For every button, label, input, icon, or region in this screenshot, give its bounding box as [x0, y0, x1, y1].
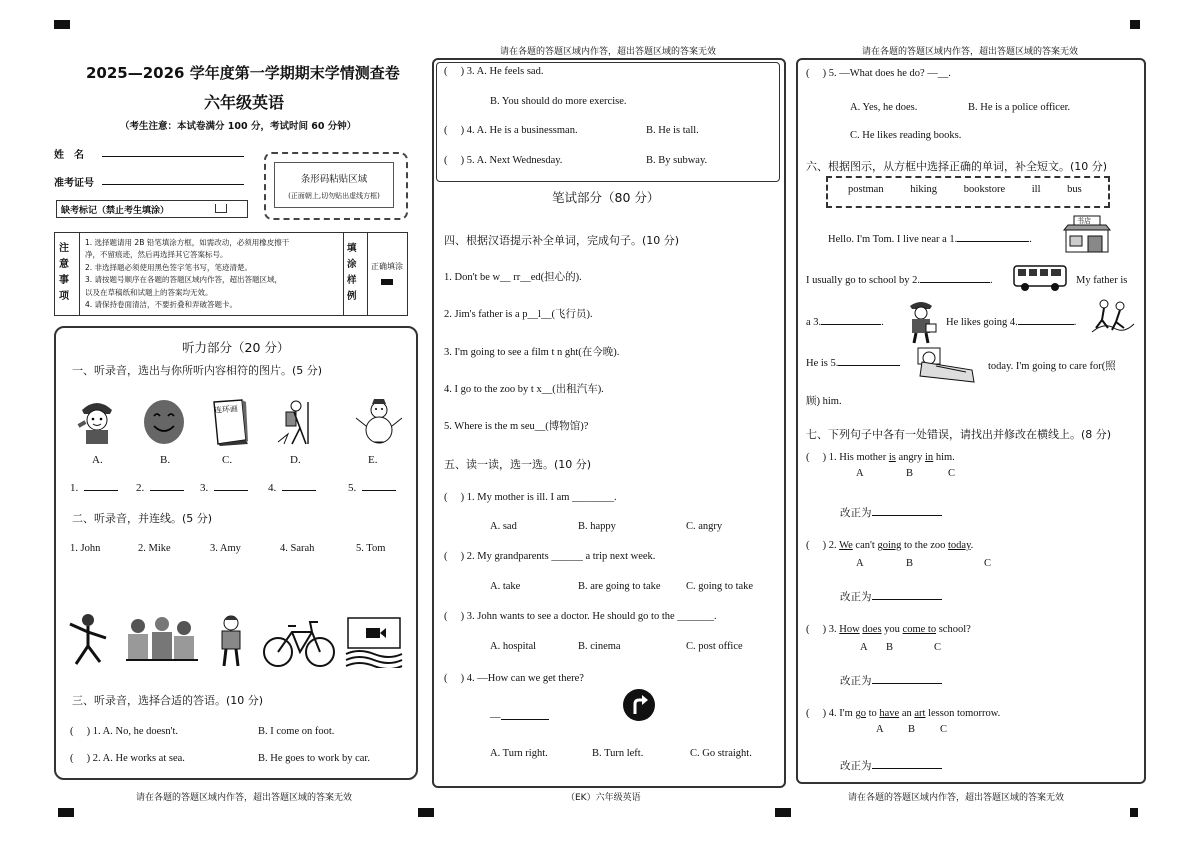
- footer-notice: 请在各题的答题区域内作答，超出答题区域的答案无效: [848, 793, 1065, 803]
- registration-mark: [54, 20, 70, 29]
- registration-mark: [1130, 20, 1140, 29]
- correction-line[interactable]: 改正为: [840, 589, 942, 604]
- option-c: C. post office: [686, 641, 743, 652]
- barcode-note: (正面朝上,切勿贴出虚线方框): [288, 192, 380, 200]
- part7-title: 七、下列句子中各有一处错误，请找出并修改在横线上。(8 分): [806, 428, 1112, 441]
- correct-fill-sample: [381, 279, 393, 285]
- passage-line[interactable]: He is 5.: [806, 358, 900, 369]
- error-letter: A: [860, 642, 868, 653]
- part5-question[interactable]: ( ) 1. My mother is ill. I am ________.: [444, 492, 617, 503]
- word-box-item: postman: [848, 184, 884, 195]
- picture-letter: D.: [290, 454, 301, 466]
- bookstore-sign: 书店: [1077, 217, 1091, 225]
- part3-title: 三、听录音，选择合适的答语。(10 分): [72, 694, 264, 707]
- hiking-icon: [1090, 298, 1136, 334]
- error-letter: B: [908, 724, 916, 735]
- listening-q5-right[interactable]: ( ) 5. —What does he do? —__.: [806, 68, 951, 79]
- listening-q4-b: B. He is tall.: [646, 125, 699, 136]
- absent-checkbox[interactable]: [215, 204, 227, 213]
- passage-line: 顾) him.: [806, 396, 842, 407]
- option-a: A. Turn right.: [490, 748, 548, 759]
- family-icon: [122, 614, 202, 668]
- footer-subject: （EK）六年级英语: [566, 793, 641, 803]
- answer-slot[interactable]: 5.: [348, 482, 396, 494]
- part1-title: 一、听录音，选出与你所听内容相符的图片。(5 分): [72, 364, 323, 377]
- exam-title: 2025—2026 学年度第一学期期末学情测查卷: [86, 64, 400, 82]
- picture-letter: B.: [160, 454, 171, 466]
- error-letter: A: [856, 468, 864, 479]
- bicycle-icon: [262, 614, 336, 668]
- part4-item[interactable]: 4. I go to the zoo by t x__(出租汽车).: [444, 384, 604, 395]
- option-c: C. going to take: [686, 581, 754, 592]
- correct-fill-label: 正确填涂: [371, 262, 403, 271]
- error-item[interactable]: ( ) 2. We can't going to the zoo today.: [806, 540, 974, 551]
- part5-question[interactable]: ( ) 2. My grandparents ______ a trip next week.: [444, 551, 656, 562]
- exam-subtitle: 六年级英语: [204, 93, 285, 112]
- error-letter: B: [906, 468, 914, 479]
- answer-slot[interactable]: 4.: [268, 482, 316, 494]
- option-b: B. Turn left.: [592, 748, 644, 759]
- error-item[interactable]: ( ) 4. I'm go to have an art lesson tomorrow.: [806, 708, 1001, 719]
- bus-icon: [1012, 264, 1068, 292]
- hiking-person-icon: [274, 398, 322, 446]
- header-notice: 请在各题的答题区域内作答，超出答题区域的答案无效: [500, 47, 717, 57]
- passage-line[interactable]: Hello. I'm Tom. I live near a 1. .: [828, 234, 1032, 245]
- passage-line[interactable]: I usually go to school by 2. .: [806, 275, 993, 286]
- cinema-icon: [344, 616, 404, 668]
- listening-q3[interactable]: ( ) 3. A. He feels sad.: [444, 66, 544, 77]
- error-letter: B: [886, 642, 894, 653]
- option-b: B. He is a police officer.: [968, 102, 1071, 113]
- option-c: C. angry: [686, 521, 723, 532]
- correction-line[interactable]: 改正为: [840, 673, 942, 688]
- absent-mark-label: 缺考标记（禁止考生填涂）: [61, 206, 170, 216]
- part4-item[interactable]: 1. Don't be w__ rr__ed(担心的).: [444, 272, 582, 283]
- part4-item[interactable]: 5. Where is the m seu__(博物馆)?: [444, 421, 589, 432]
- exam-number-field[interactable]: [102, 184, 244, 185]
- barcode-title: 条形码粘贴区域: [300, 174, 368, 185]
- listening-title: 听力部分（20 分）: [182, 340, 290, 355]
- error-letter: C: [948, 468, 956, 479]
- snowman-icon: [354, 396, 404, 446]
- option-a: A. Yes, he does.: [850, 102, 918, 113]
- error-letter: B: [906, 558, 914, 569]
- listening-q5[interactable]: ( ) 5. A. Next Wednesday.: [444, 155, 563, 166]
- registration-mark: [58, 808, 74, 817]
- option-a: A. hospital: [490, 641, 537, 652]
- name-field[interactable]: [102, 156, 244, 157]
- answer-slot[interactable]: 1.: [70, 482, 118, 494]
- turn-right-sign-icon: [622, 688, 656, 722]
- smiley-face-icon: [142, 398, 186, 446]
- picture-letter: E.: [368, 454, 378, 466]
- part4-item[interactable]: 3. I'm going to see a film t n ght(在今晚).: [444, 347, 620, 358]
- error-letter: C: [984, 558, 992, 569]
- passage-line: My father is: [1076, 275, 1128, 286]
- option-b: B. are going to take: [578, 581, 661, 592]
- option-c: C. He likes reading books.: [850, 130, 962, 141]
- match-name: 4. Sarah: [280, 543, 315, 554]
- picture-letter: C.: [222, 454, 233, 466]
- option-a: A. sad: [490, 521, 517, 532]
- correction-line[interactable]: 改正为: [840, 505, 942, 520]
- comic-book-text: 连环画: [213, 404, 239, 415]
- part3-item[interactable]: ( ) 1. A. No, he doesn't.: [70, 726, 179, 737]
- part3-option-b: B. He goes to work by car.: [258, 753, 370, 764]
- notice-label: 注意事项: [59, 243, 69, 302]
- match-name: 5. Tom: [356, 543, 386, 554]
- notice-lines: 1. 选择题请用 2B 铅笔填涂方框，如需改动，必须用橡皮擦干 净，不留痕迹，然后再选择其它答案标号。 2. 非选择题必须使用黑色签字笔书写，笔迹清楚。 3. 请按题号顺序在各题的答题区域内作答，超出答题区域， 以及在草稿纸和试题上的答案均无效。 4. 请保持卷面清洁，不要折叠和弄破答题卡。: [85, 238, 290, 310]
- word-box-item: hiking: [910, 184, 938, 195]
- option-a: A. take: [490, 581, 521, 592]
- word-box-item: bookstore: [963, 184, 1006, 195]
- absent-mark-box: [56, 200, 248, 218]
- error-letter: C: [940, 724, 948, 735]
- picture-letter: A.: [92, 454, 103, 466]
- footer-notice: 请在各题的答题区域内作答，超出答题区域的答案无效: [136, 793, 353, 803]
- part3-item[interactable]: ( ) 2. A. He works at sea.: [70, 753, 185, 764]
- listening-q5-b: B. By subway.: [646, 155, 708, 166]
- option-b: B. happy: [578, 521, 616, 532]
- registration-mark: [1130, 808, 1138, 817]
- option-c: C. Go straight.: [690, 748, 752, 759]
- police-officer-icon: [74, 396, 120, 446]
- part5-title: 五、读一读，选一选。(10 分): [444, 458, 592, 471]
- name-label: 姓 名: [54, 150, 84, 161]
- match-name: 3. Amy: [210, 543, 241, 554]
- part2-title: 二、听录音，并连线。(5 分): [72, 512, 213, 525]
- option-b: B. cinema: [578, 641, 621, 652]
- match-name: 1. John: [70, 543, 101, 554]
- fill-example-label: 填涂样例: [347, 243, 357, 302]
- exam-note: （考生注意：本试卷满分 100 分，考试时间 60 分钟）: [120, 121, 357, 132]
- passage-line[interactable]: He likes going 4. .: [946, 317, 1077, 328]
- part5-question[interactable]: ( ) 3. John wants to see a doctor. He should go to the _______.: [444, 611, 717, 622]
- written-title: 笔试部分（80 分）: [552, 190, 660, 205]
- error-item[interactable]: ( ) 3. How does you come to school?: [806, 624, 971, 635]
- error-letter: A: [876, 724, 884, 735]
- answer-slot[interactable]: 3.: [200, 482, 248, 494]
- postman-icon: [904, 298, 938, 344]
- answer-blank[interactable]: —: [490, 712, 549, 723]
- error-letter: A: [856, 558, 864, 569]
- barcode-area: [264, 152, 408, 220]
- listening-q3-b: B. You should do more exercise.: [490, 96, 627, 107]
- passage-line: today. I'm going to care for(照: [988, 361, 1116, 372]
- registration-mark: [418, 808, 434, 817]
- exam-number-label: 准考证号: [54, 178, 94, 189]
- registration-mark: [775, 808, 791, 817]
- part4-item[interactable]: 2. Jim's father is a p__l__(飞行员).: [444, 309, 593, 320]
- header-notice: 请在各题的答题区域内作答，超出答题区域的答案无效: [862, 47, 1079, 57]
- match-name: 2. Mike: [138, 543, 171, 554]
- boy-standing-icon: [214, 614, 248, 668]
- part3-option-b: B. I come on foot.: [258, 726, 335, 737]
- part5-question[interactable]: ( ) 4. —How can we get there?: [444, 673, 584, 684]
- kung-fu-boy-icon: [66, 612, 112, 668]
- word-box-item: bus: [1067, 184, 1082, 195]
- answer-slot[interactable]: 2.: [136, 482, 184, 494]
- word-box: [826, 176, 1110, 208]
- error-letter: C: [934, 642, 942, 653]
- error-item[interactable]: ( ) 1. His mother is angry in him.: [806, 452, 955, 463]
- barcode-inner: [274, 162, 394, 208]
- notice-table: [54, 232, 408, 316]
- passage-line[interactable]: a 3. .: [806, 317, 884, 328]
- part6-title: 六、根据图示，从方框中选择正确的单词，补全短文。(10 分): [806, 160, 1108, 173]
- listening-q4[interactable]: ( ) 4. A. He is a businessman.: [444, 125, 578, 136]
- part4-title: 四、根据汉语提示补全单词，完成句子。(10 分): [444, 234, 680, 247]
- correction-line[interactable]: 改正为: [840, 758, 942, 773]
- word-box-item: ill: [1031, 184, 1041, 195]
- sick-in-bed-icon: [914, 344, 980, 384]
